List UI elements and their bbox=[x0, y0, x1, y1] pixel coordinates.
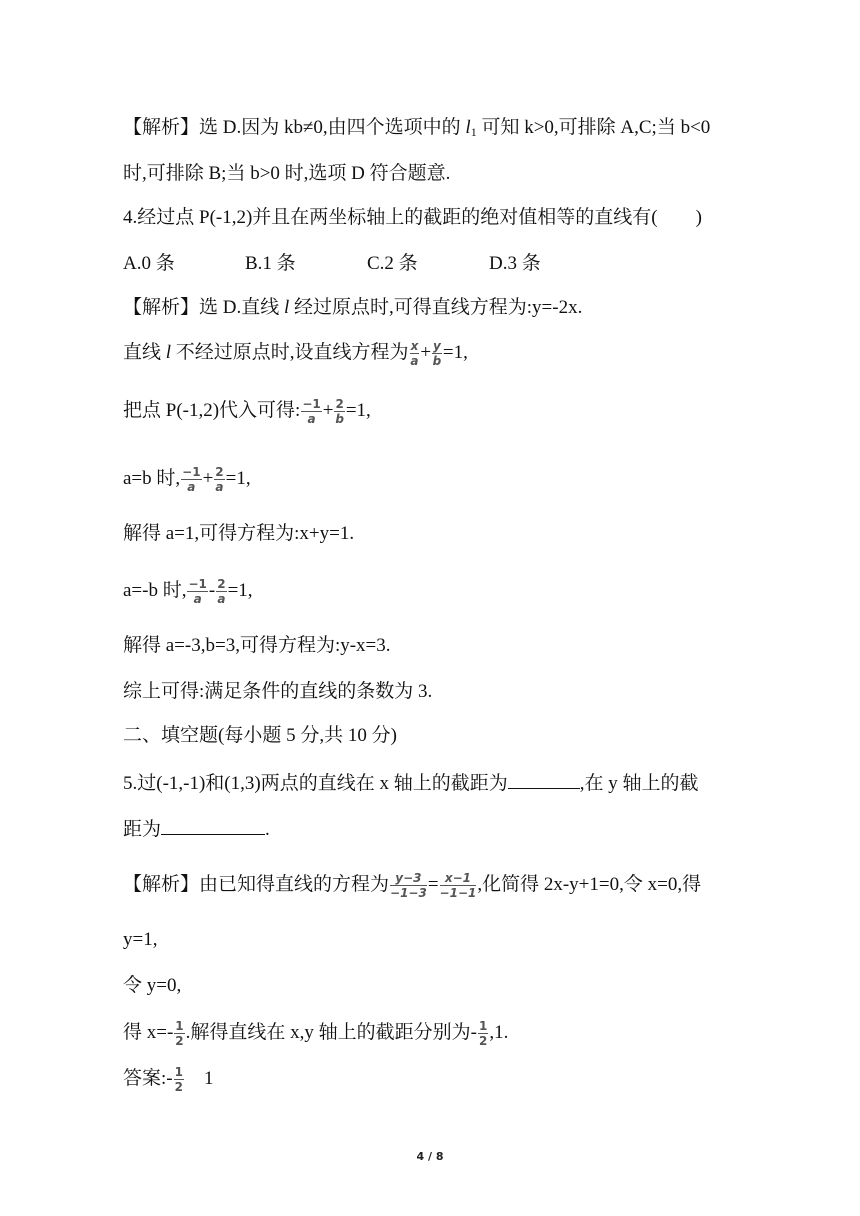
solution-4-line-7: 解得 a=-3,b=3,可得方程为:y-x=3. bbox=[123, 635, 391, 656]
fraction: $\frac{x-1}{-1-1}$ bbox=[439, 871, 477, 900]
question-4-options bbox=[123, 252, 541, 276]
solution-4-line-5: 解得 a=1,可得方程为:x+y=1. bbox=[123, 523, 355, 544]
section-2-heading: 二、填空题(每小题 5 分,共 10 分) bbox=[123, 725, 397, 746]
fraction: $\frac{2}{a}$ bbox=[217, 577, 226, 606]
fraction: $\frac{-1}{a}$ bbox=[302, 397, 321, 426]
fraction: $\frac{1}{2}$ bbox=[174, 1065, 183, 1094]
fraction: $\frac{x}{a}$ bbox=[410, 339, 419, 368]
fraction: $\frac{2}{a}$ bbox=[215, 465, 224, 494]
solution-5-line-4: 得 x=- $\frac{1}{2}$ .解得直线在 x,y 轴上的截距分别为- $\frac{1}{2}$ ,1. bbox=[123, 1019, 509, 1048]
solution-5-line-3: 令 y=0, bbox=[123, 975, 182, 996]
fraction: $\frac{1}{2}$ bbox=[478, 1019, 488, 1048]
answer-line: 答案:- $\frac{1}{2}$ 1 bbox=[123, 1065, 214, 1094]
fraction: $\frac{1}{2}$ bbox=[175, 1019, 184, 1048]
option-c: C.2 条 bbox=[367, 253, 418, 274]
option-b: B.1 条 bbox=[245, 253, 296, 274]
solution-4-line-6: a=-b 时, $\frac{-1}{a}$ - $\frac{2}{a}$ =1, bbox=[123, 577, 253, 606]
option-d: D.3 条 bbox=[489, 253, 541, 274]
fraction: $\frac{-1}{a}$ bbox=[182, 465, 201, 494]
option-a: A.0 条 bbox=[123, 253, 175, 274]
solution-4-line-4: a=b 时, $\frac{-1}{a}$ + $\frac{2}{a}$ =1, bbox=[123, 465, 251, 494]
fraction: $\frac{2}{b}$ bbox=[335, 397, 344, 426]
solution-3-line-1: 【解析】选 D.因为 kb≠0,由四个选项中的 $l_1$ 可知 k>0,可排除 A,C;当 b<0 bbox=[123, 117, 711, 139]
solution-4-line-8: 综上可得:满足条件的直线的条数为 3. bbox=[123, 681, 433, 702]
fraction: $\frac{y}{b}$ bbox=[432, 339, 442, 368]
solution-5-line-2: y=1, bbox=[123, 929, 158, 950]
page-number: 4 / 8 bbox=[416, 1150, 444, 1163]
question-4: 4.经过点 P(-1,2)并且在两坐标轴上的截距的绝对值相等的直线有( ) bbox=[123, 207, 702, 228]
answer-blank-1 bbox=[508, 770, 580, 789]
question-5-line-2: 距为 . bbox=[123, 816, 270, 842]
question-5-line-1: 5.过(-1,-1)和(1,3)两点的直线在 x 轴上的截距为 ,在 y 轴上的截 bbox=[123, 770, 698, 796]
solution-4-line-2: 直线 l 不经过原点时,设直线方程为 $\frac{x}{a}$ + $\frac{y}{b}$ =1, bbox=[123, 339, 468, 368]
fraction: $\frac{y-3}{-1-3}$ bbox=[390, 871, 427, 900]
solution-5-line-1: 【解析】由已知得直线的方程为 $\frac{y-3}{-1-3}$ = $\frac{x-1}{-1-1}$ ,化简得 2x-y+1=0,令 x=0,得 bbox=[123, 871, 702, 900]
answer-blank-2 bbox=[161, 816, 265, 835]
solution-3-line-2: 时,可排除 B;当 b>0 时,选项 D 符合题意. bbox=[123, 163, 451, 184]
fraction: $\frac{-1}{a}$ bbox=[188, 577, 207, 606]
solution-4-line-3: 把点 P(-1,2)代入可得: $\frac{-1}{a}$ + $\frac{2}{b}$ =1, bbox=[123, 397, 371, 426]
solution-4-line-1: 【解析】选 D.直线 l 经过原点时,可得直线方程为:y=-2x. bbox=[123, 297, 583, 318]
